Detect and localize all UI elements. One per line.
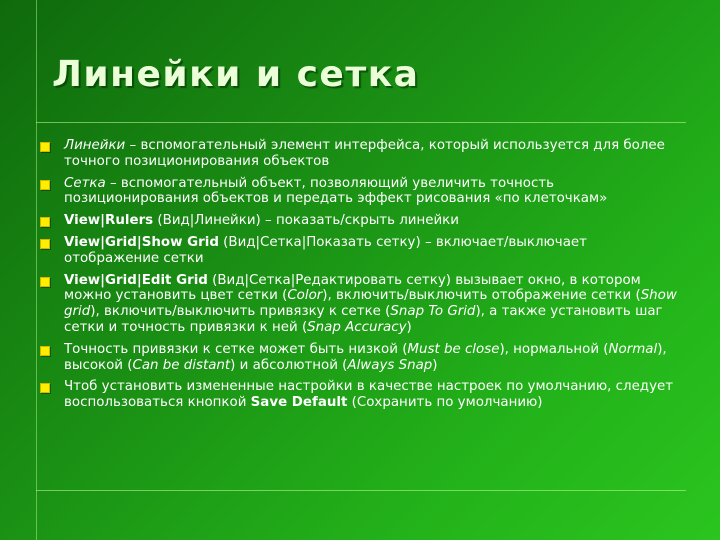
title-divider-line (36, 122, 686, 123)
bullet-square-icon (40, 239, 50, 249)
bullet-text: (Вид|Сетка|Показать сетку) – включает/выключает отображение сетки (64, 234, 587, 266)
bullet-square-icon (40, 142, 50, 152)
italic-text: Snap Accuracy (307, 319, 407, 335)
italic-text: Normal (608, 341, 658, 357)
bullet-item (36, 176, 686, 208)
bullet-text: ), включить/выключить отображение сетки ( (322, 288, 641, 304)
bold-text: Save Default (250, 395, 348, 411)
bullet-text: ), включить/выключить привязку к сетке ( (90, 304, 391, 320)
bullet-text: ), нормальной ( (499, 341, 609, 357)
italic-text: Must be close (407, 341, 500, 357)
bullet-text: Чтоб установить измененные настройки в качестве настроек по умолчанию, следует воспользоваться кнопкой (64, 379, 674, 411)
bullet-item (36, 342, 686, 374)
bullet-text: Точность привязки к сетке может быть низкой ( (64, 341, 408, 357)
bullet-square-icon (40, 383, 50, 393)
bullet-square-icon (40, 346, 50, 356)
bullet-list (36, 138, 686, 417)
bullet-text: ) (432, 357, 438, 373)
bullet-text: – вспомогательный объект, позволяющий увеличить точность позиционирования объектов и передать эффект рисования «по клеточкам» (64, 175, 608, 207)
bullet-text: ), высокой ( (64, 341, 667, 373)
italic-text: Can be distant (132, 357, 231, 373)
slide-title: Линейки и сетка (52, 54, 420, 95)
italic-text: Snap To Grid (390, 304, 476, 320)
italic-text: Always Snap (347, 357, 433, 373)
bullet-item (36, 213, 686, 229)
italic-text: Color (287, 288, 323, 304)
bullet-item (36, 379, 686, 411)
bullet-square-icon (40, 217, 50, 227)
footer-divider-line (36, 490, 686, 491)
bullet-item (36, 235, 686, 267)
bullet-text: ) и абсолютной ( (230, 357, 348, 373)
bold-text: View|Rulers (64, 213, 154, 229)
bullet-item (36, 273, 686, 336)
italic-text: Сетка (64, 175, 106, 191)
bullet-item (36, 138, 686, 170)
italic-text: Show grid (64, 288, 677, 320)
bullet-text: (Вид|Сетка|Редактировать сетку) вызывает окно, в котором можно установить цвет сетки ( (64, 272, 641, 304)
bold-text: View|Grid|Edit Grid (64, 272, 208, 288)
bullet-square-icon (40, 180, 50, 190)
bullet-square-icon (40, 277, 50, 287)
bullet-text: – вспомогательный элемент интерфейса, который используется для более точного позиционирования объектов (64, 138, 665, 169)
italic-text: Линейки (64, 138, 126, 153)
bullet-text: ), а также установить шаг сетки и точность привязки к ней ( (64, 304, 663, 335)
bullet-text: ) (406, 319, 412, 335)
bullet-text: (Сохранить по умолчанию) (347, 395, 543, 411)
bold-text: View|Grid|Show Grid (64, 234, 219, 250)
bullet-text: (Вид|Линейки) – показать/скрыть линейки (153, 213, 459, 229)
